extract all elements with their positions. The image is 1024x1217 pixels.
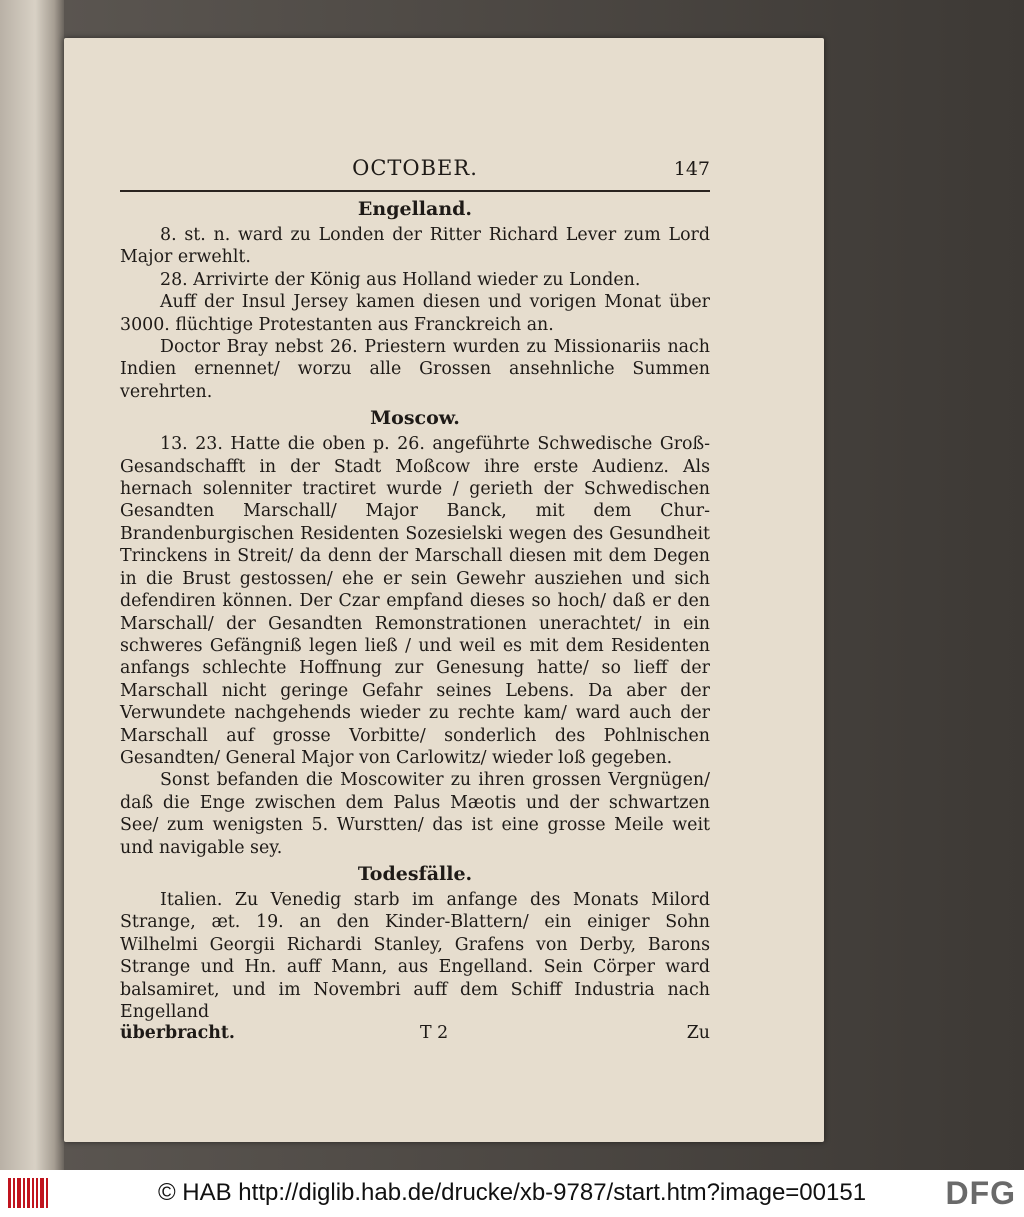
section-heading: Engelland. xyxy=(357,198,473,220)
signature-line xyxy=(120,1023,710,1045)
catchword: Zu xyxy=(686,1023,710,1044)
viewer-footer xyxy=(0,1170,1024,1217)
paragraph: 13. 23. Hatte die oben p. 26. angeführte Schwedische Groß-Gesandschafft in der Stadt Moßcow ihre erste Audienz. Als hernach solenniter tractiret wurde / gerieth der Schwedischen Gesandten Marschall/ Major Banck, mit dem Chur-Brandenburgischen Residenten Sozesielski wegen des Gesundheit Trinckens in Streit/ da denn der Marschall diesen mit dem Degen in die Brust gestossen/ ehe er sein Gewehr ausziehen und sich defendiren können. Der Czar empfand dieses so hoch/ daß er den Marschall/ der Gesandten Remonstrationen unerachtet/ in ein schweres Gefängniß legen ließ / und weil es mit dem Residenten anfangs schlechte Hoffnung zur Genesung hatte/ so lieff der Marschall nicht geringe Gefahr seines Lebens. Da aber der Verwundete nachgehends wieder zu rechte kam/ ward auch der Marschall auf grosse Vorbitte/ sonderlich des Pohlnischen Gesandten/ General Major von Carlowitz/ wieder loß gegeben. xyxy=(120,434,710,768)
last-word: überbracht. xyxy=(120,1023,235,1044)
running-title: OCTOBER. xyxy=(352,156,478,180)
header-rule xyxy=(120,190,710,192)
section-moscow xyxy=(120,407,710,859)
paragraph: 8. st. n. ward zu Londen der Ritter Richard Lever zum Lord Major erwehlt. xyxy=(120,225,710,268)
section-engelland xyxy=(120,198,710,403)
paragraph: Sonst befanden die Moscowiter zu ihren grossen Vergnügen/ daß die Enge zwischen dem Palus Mæotis und der schwartzen See/ zum wenigsten 5. Wurstten/ das ist eine grosse Meile weit und navigable sey. xyxy=(120,770,710,858)
paragraph: Doctor Bray nebst 26. Priestern wurden zu Missionariis nach Indien ernennet/ worzu alle Grossen ansehnliche Summen verehrten. xyxy=(120,337,710,402)
signature-mark: T 2 xyxy=(420,1023,449,1044)
adjacent-page-edge xyxy=(0,0,64,1170)
page-content xyxy=(120,156,710,1045)
running-head xyxy=(120,156,710,186)
paragraph: Auff der Insul Jersey kamen diesen und vorigen Monat über 3000. flüchtige Protestanten aus Franckreich an. xyxy=(120,292,710,335)
page-number: 147 xyxy=(673,158,710,180)
paragraph: 28. Arrivirte der König aus Holland wieder zu Londen. xyxy=(160,269,641,290)
section-heading: Todesfälle. xyxy=(357,862,473,885)
section-heading: Moscow. xyxy=(370,407,460,430)
paragraph: Italien. Zu Venedig starb im anfange des Monats Milord Strange, æt. 19. an den Kinder-Blattern/ ein einiger Sohn Wilhelmi Georgii Richardi Stanley, Grafens von Derby, Barons Strange und Hn. auff Mann, aus Engelland. Sein Cörper ward balsamiret, und im Novembri auff dem Schiff Industria nach Engelland xyxy=(120,889,710,1022)
source-credit-link[interactable]: © HAB http://diglib.hab.de/drucke/xb-9787/start.htm?image=00151 xyxy=(157,1179,867,1206)
section-todesfaelle xyxy=(120,863,710,1023)
dfg-logo: DFG xyxy=(945,1175,1016,1211)
book-page xyxy=(64,38,824,1142)
